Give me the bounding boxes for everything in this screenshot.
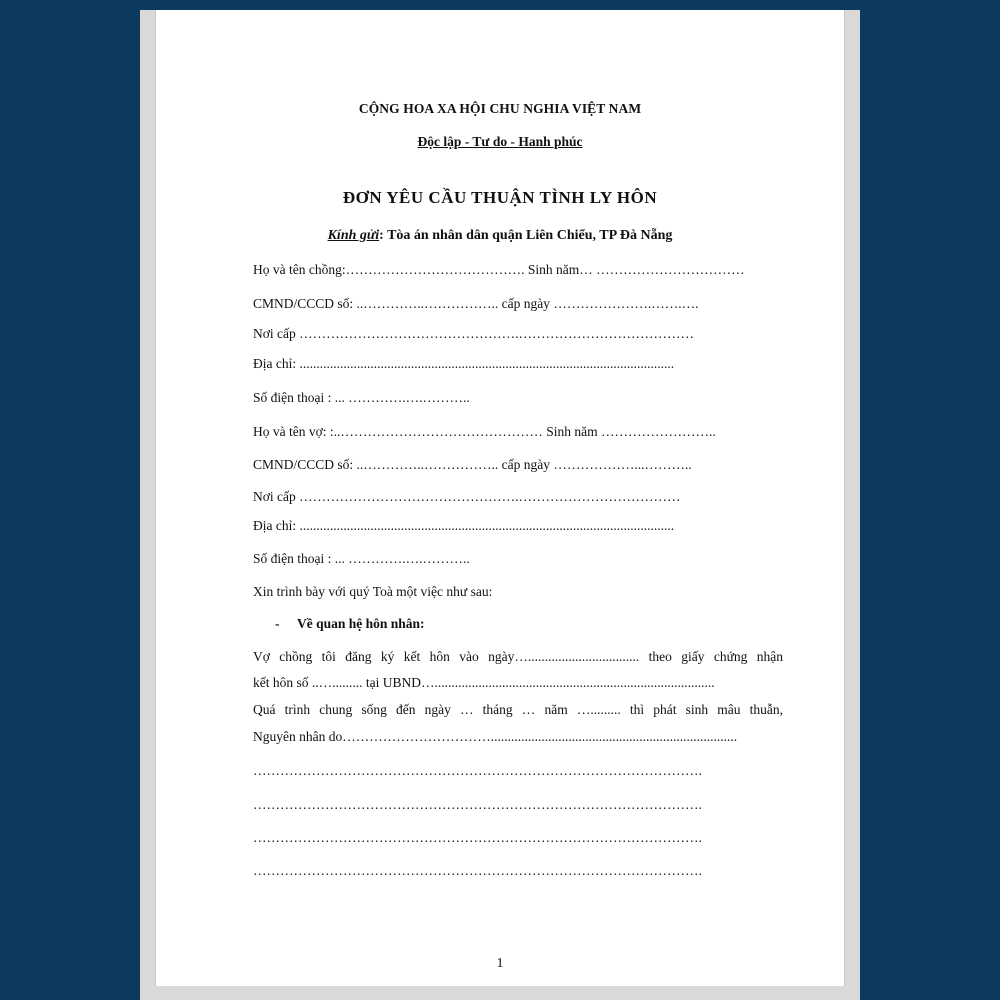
husband-address-line: Địa chỉ: ............................................................................................................... [253, 356, 675, 371]
blank-line-4: ………………………………………………………………………………………. [253, 863, 702, 878]
wife-name-line: Họ và tên vợ: :..……………………………………… Sinh năm …………………….. [253, 424, 716, 439]
page-number: 1 [496, 956, 504, 971]
section-heading [275, 616, 425, 632]
document-title: ĐƠN YÊU CẦU THUẬN TÌNH LY HÔN [342, 188, 658, 207]
husband-id-line: CMND/CCCD số: ..…………..…………….. cấp ngày ………………….…….…. [253, 296, 699, 311]
blank-line-3: ………………………………………………………………………………………. [253, 830, 702, 845]
husband-name-line: Họ và tên chồng:…………………………………. Sinh năm… …………………………… [253, 262, 745, 277]
wife-phone-line: Số điện thoại : ... ………….….……….. [253, 551, 470, 566]
blank-line-1: ………………………………………………………………………………………. [253, 763, 702, 778]
wife-address-line: Địa chỉ: ............................................................................................................... [253, 518, 675, 533]
recipient-court: : Tòa án nhân dân quận Liên Chiểu, TP Đà Nẵng [379, 228, 673, 243]
marriage-line-3: Quá trình chung sống đến ngày … tháng … năm …......... thì phát sinh mâu thuẫn, [253, 702, 783, 717]
husband-phone-line: Số điện thoại : ... ………….….……….. [253, 390, 470, 405]
marriage-line-2: kết hôn số ..…......... tại UBND…................................................................................... [253, 675, 715, 690]
recipient-prefix: Kính gửi [327, 228, 380, 243]
national-heading: CỘNG HOA XA HỘI CHU NGHIA VIỆT NAM [358, 101, 642, 116]
marriage-line-1: Vợ chồng tôi đăng ký kết hôn vào ngày…................................. theo giấy chứng nhận [253, 649, 783, 664]
motto-text: Độc lập - Tư do - Hanh phúc [417, 134, 583, 149]
husband-issue-place-line: Nơi cấp ………………………………………….………………………………… [253, 326, 694, 341]
section-heading-text: Về quan hệ hôn nhân: [297, 616, 425, 631]
blank-line-2: ………………………………………………………………………………………. [253, 797, 702, 812]
wife-id-line: CMND/CCCD số: ..…………..…………….. cấp ngày ………………...……….. [253, 457, 692, 472]
document-page [155, 10, 845, 986]
recipient-line [156, 228, 844, 244]
marriage-line-4: Nguyên nhân do……………………………......................................................................... [253, 729, 738, 744]
wife-issue-place-line: Nơi cấp ………………………………………….……………………………… [253, 489, 681, 504]
section-dash: - [275, 616, 280, 631]
national-motto [156, 134, 844, 150]
intro-line: Xin trình bày với quý Toà một việc như sau: [253, 584, 493, 599]
